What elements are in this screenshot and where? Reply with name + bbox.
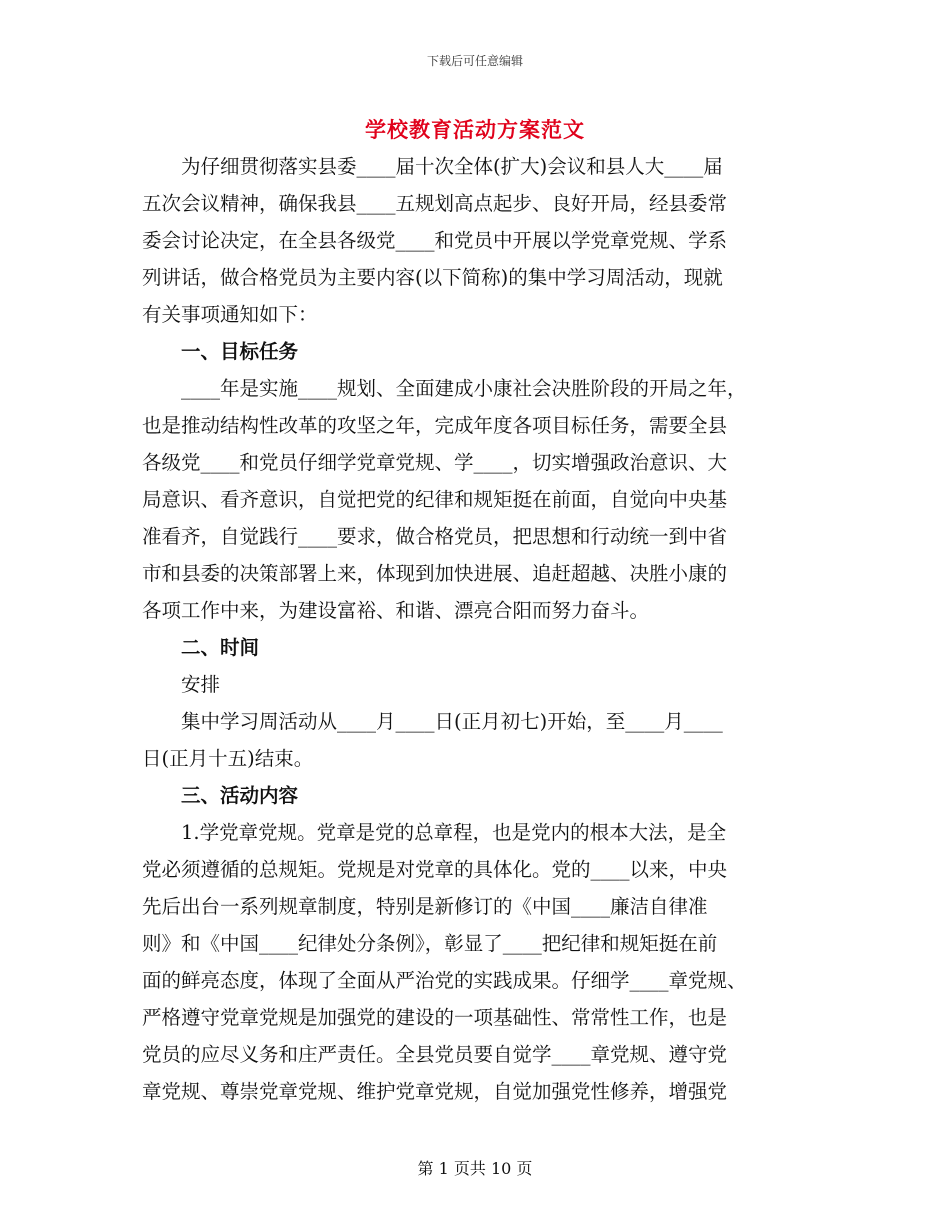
body-line: 列讲话，做合格党员为主要内容(以下简称)的集中学习周活动，现就	[142, 266, 723, 289]
body-line: 集中学习周活动从____月____日(正月初七)开始，至____月____	[142, 710, 723, 733]
section-heading: 一、目标任务	[142, 340, 299, 363]
body-line: 准看齐，自觉践行____要求，做合格党员，把思想和行动统一到中省	[142, 525, 728, 548]
body-line: 也是推动结构性改革的攻坚之年，完成年度各项目标任务，需要全县	[142, 414, 728, 437]
body-line: 安排	[142, 673, 221, 696]
body-line: 日(正月十五)结束。	[142, 747, 314, 770]
section-heading: 二、时间	[142, 636, 260, 659]
document-title: 学校教育活动方案范文	[365, 117, 585, 142]
body-line: 严格遵守党章党规是加强党的建设的一项基础性、常常性工作，也是	[142, 1006, 728, 1029]
body-line: 章党规、尊崇党章党规、维护党章党规，自觉加强党性修养，增强党	[142, 1080, 728, 1103]
page-number-footer: 第 1 页共 10 页	[417, 1159, 533, 1178]
body-line: 各级党____和党员仔细学党章党规、学____，切实增强政治意识、大	[142, 451, 728, 474]
body-line: 党必须遵循的总规矩。党规是对党章的具体化。党的____以来，中央	[142, 858, 728, 881]
body-line: 市和县委的决策部署上来，体现到加快进展、追赶超越、决胜小康的	[142, 562, 728, 585]
body-line: 局意识、看齐意识，自觉把党的纪律和规矩挺在前面，自觉向中央基	[142, 488, 728, 511]
body-line: 五次会议精神，确保我县____五规划高点起步、良好开局，经县委常	[142, 192, 728, 215]
body-line: 有关事项通知如下：	[142, 303, 318, 326]
body-line: 先后出台一系列规章制度，特别是新修订的《中国____廉洁自律准	[142, 895, 708, 918]
body-line: ____年是实施____规划、全面建成小康社会决胜阶段的开局之年，	[142, 377, 747, 400]
body-line: 1.学党章党规。党章是党的总章程，也是党内的根本大法，是全	[142, 821, 727, 844]
section-heading: 三、活动内容	[142, 784, 299, 807]
body-line: 各项工作中来，为建设富裕、和谐、漂亮合阳而努力奋斗。	[142, 599, 650, 622]
body-line: 委会讨论决定，在全县各级党____和党员中开展以学党章党规、学系	[142, 229, 728, 252]
body-line: 则》和《中国____纪律处分条例》，彰显了____把纪律和规矩挺在前	[142, 932, 718, 955]
body-line: 为仔细贯彻落实县委____届十次全体(扩大)会议和县人大____届	[142, 155, 723, 178]
body-line: 党员的应尽义务和庄严责任。全县党员要自觉学____章党规、遵守党	[142, 1043, 728, 1066]
document-body	[142, 148, 808, 1110]
header-note: 下载后可任意编辑	[426, 54, 523, 68]
body-line: 面的鲜亮态度，体现了全面从严治党的实践成果。仔细学____章党规、	[142, 969, 747, 992]
